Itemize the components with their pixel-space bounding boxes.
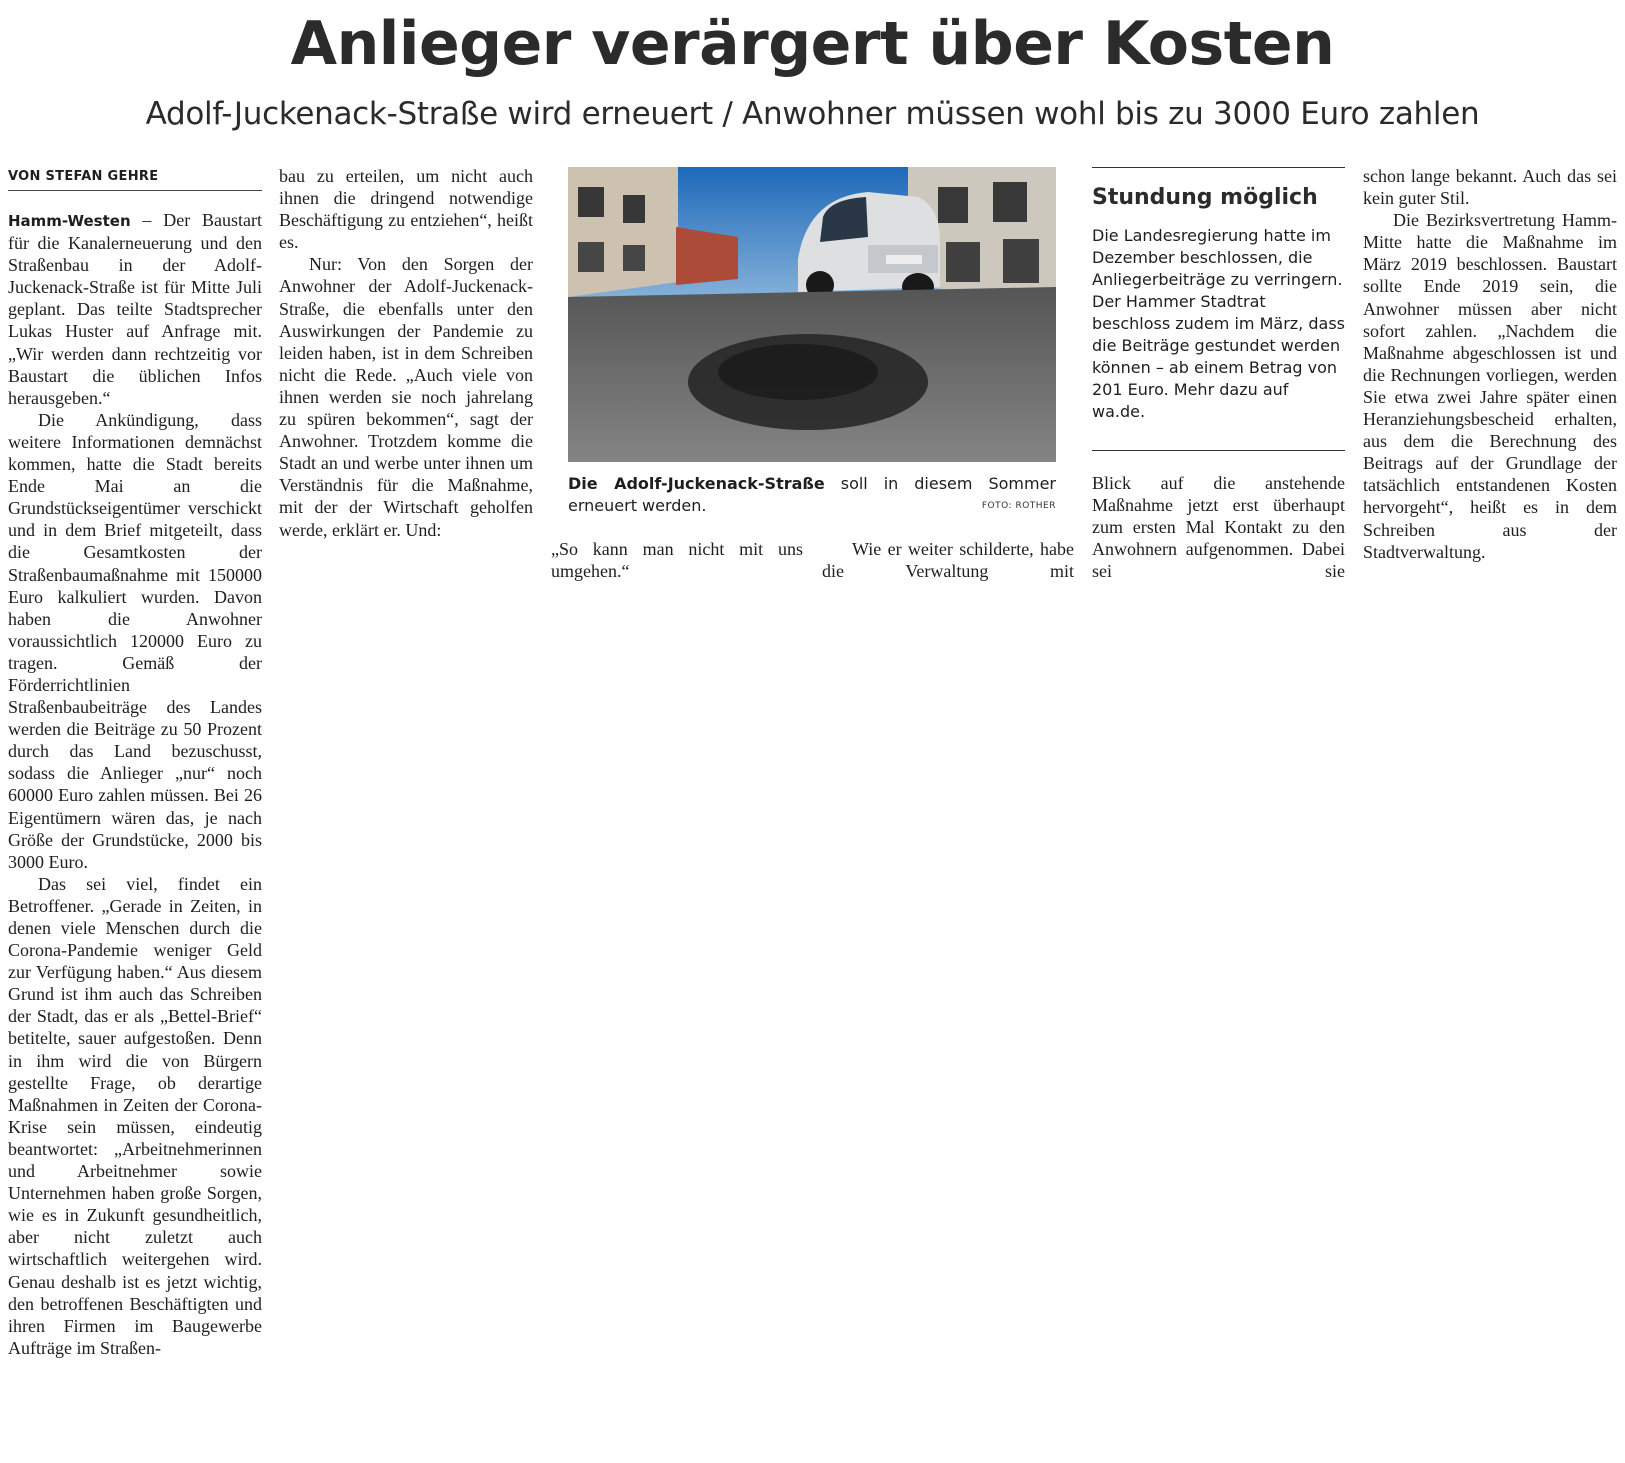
paragraph: Wie er weiter schilderte, habe die Verwaltung mit xyxy=(822,539,1074,582)
photo-credit: FOTO: ROTHER xyxy=(981,501,1056,511)
article-column-4 xyxy=(822,538,1074,582)
paragraph: Die Bezirksvertretung Hamm-Mitte hatte die Maßnahme im März 2019 beschlossen. Baustart sollte Ende 2019 sein, die Anwohner müssen aber nicht sofort zahlen. „Nachdem die Maßnahme abgeschlossen ist und die Rechnungen vorliegen, werden Sie etwa zwei Jahre später einen Heranziehungsbescheid erhalten, aus dem die Berechnung des Beitrags auf der Grundlage der tatsächlich entstandenen Kosten hervorgeht“, heißt es in dem Schreiben aus der Stadtverwaltung. xyxy=(1363,210,1617,562)
article-column-5 xyxy=(1092,472,1345,582)
street-photo-image xyxy=(568,167,1056,462)
dateline: Hamm-Westen xyxy=(8,212,131,230)
paragraph: „So kann man nicht mit uns umgehen.“ xyxy=(551,539,803,582)
paragraph: Die Ankündigung, dass weitere Informationen demnächst kommen, hatte die Stadt bereits Ende Mai an die Grundstückseigentümer verschickt und in dem Brief mitgeteilt, dass die Gesamtkosten der Straßenbaumaßnahme mit 150000 Euro kalkuliert wurden. Davon haben die Anwohner voraussichtlich 120000 Euro zu tragen. Gemäß der Förderrichtlinien Straßenbaubeiträge des Landes werden die Beiträge zu 50 Prozent durch das Land bezuschusst, sodass die Anlieger „nur“ noch 60000 Euro zahlen müssen. Bei 26 Eigentümern wären das, je nach Größe der Grundstücke, 2000 bis 3000 Euro. xyxy=(8,409,262,872)
infobox xyxy=(1092,167,1345,451)
byline: VON STEFAN GEHRE xyxy=(8,168,262,191)
paragraph xyxy=(8,209,262,409)
article-column-6 xyxy=(1363,165,1617,563)
article-column-1 xyxy=(8,209,262,1359)
article-column-2 xyxy=(279,165,533,541)
paragraph: schon lange bekannt. Auch das sei kein guter Stil. xyxy=(1363,166,1617,209)
infobox-title: Stundung möglich xyxy=(1092,185,1318,210)
subheadline: Adolf-Juckenack-Straße wird erneuert / Anwohner müssen wohl bis zu 3000 Euro zahlen xyxy=(145,96,1480,132)
street-photo xyxy=(568,167,1056,462)
paragraph-text: – Der Baustart für die Kanalerneuerung und den Straßenbau in der Adolf-Juckenack-Straße ist für Mitte Juli geplant. Das teilte Stadtsprecher Lukas Huster auf Anfrage mit. „Wir werden dann rechtzeitig vor Baustart die üblichen Infos herausgeben.“ xyxy=(8,210,262,408)
infobox-body: Die Landesregierung hatte im Dezember beschlossen, die Anliegerbeiträge zu verringern. Der Hammer Stadtrat beschloss zudem im März, dass die Beiträge gestundet werden können – ab einem Betrag von 201 Euro. Mehr dazu auf wa.de. xyxy=(1092,226,1345,421)
article-column-3 xyxy=(551,538,803,582)
caption-lead: Die Adolf-Juckenack-Straße xyxy=(568,474,825,493)
headline: Anlieger verärgert über Kosten xyxy=(290,9,1335,79)
paragraph: Nur: Von den Sorgen der Anwohner der Adolf-Juckenack-Straße, die ebenfalls unter den Auswirkungen der Pandemie zu leiden haben, ist in dem Schreiben nicht die Rede. „Auch viele von ihnen werden sie noch jahrelang zu spüren bekommen“, sagt der Anwohner. Trotzdem komme die Stadt an und werbe unter ihnen um Verständnis für die Maßnahme, mit der der Wirtschaft geholfen werde, erklärt er. Und: xyxy=(279,254,533,540)
paragraph: Blick auf die anstehende Maßnahme jetzt erst überhaupt zum ersten Mal Kontakt zu den Anwohnern aufgenommen. Dabei sei sie xyxy=(1092,473,1345,582)
paragraph: Das sei viel, findet ein Betroffener. „Gerade in Zeiten, in denen viele Menschen durch die Corona-Pandemie weniger Geld zur Verfügung haben.“ Aus diesem Grund ist ihm auch das Schreiben der Stadt, das er als „Bettel-Brief“ betitelte, sauer aufgestoßen. Denn in ihm wird die von Bürgern gestellte Frage, ob derartige Maßnahmen in Zeiten der Corona-Krise sein müssen, eindeutig beantwortet: „Arbeitnehmerinnen und Arbeitnehmer sowie Unternehmen haben große Sorgen, wie es in Zukunft gesundheitlich, aber nicht zuletzt auch wirtschaftlich weitergehen wird. Genau deshalb ist es jetzt wichtig, den betroffenen Beschäftigten und ihren Firmen im Baugewerbe Aufträge im Straßen- xyxy=(8,873,262,1358)
paragraph: bau zu erteilen, um nicht auch ihnen die dringend notwendige Beschäftigung zu entziehen“, heißt es. xyxy=(279,166,533,253)
caption-text: soll in diesem Sommer erneuert werden. xyxy=(568,474,1056,515)
